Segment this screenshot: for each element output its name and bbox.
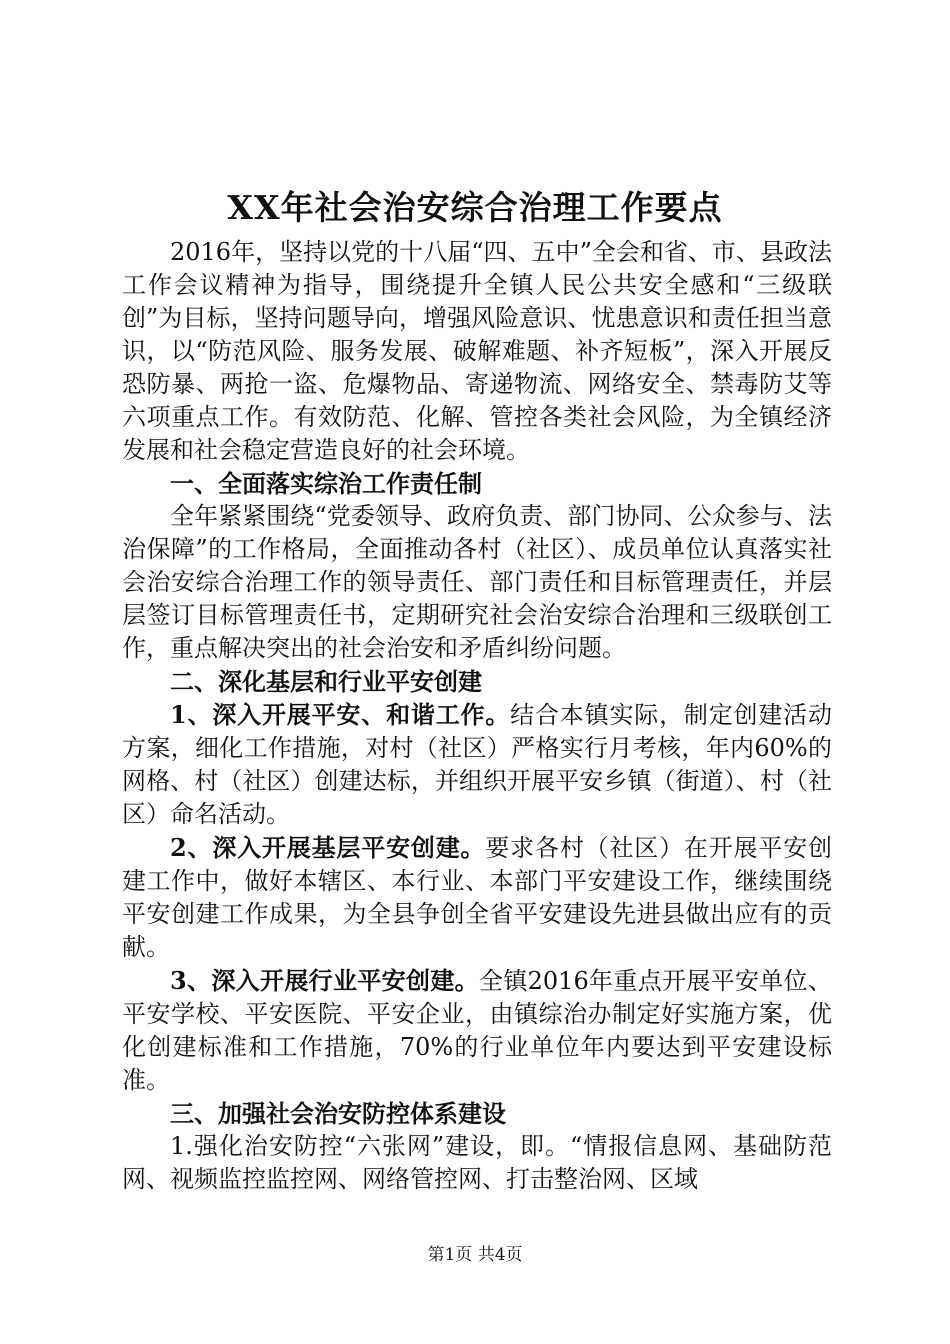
section-item-paragraph — [122, 698, 832, 831]
intro-paragraph: 2016年，坚持以党的十八届“四、五中”全会和省、市、县政法工作会议精神为指导，围绕提升全镇人民公共安全感和“三级联创”为目标，坚持问题导向，增强风险意识、忧患意识和责任担当意识，以“防范风险、服务发展、破解难题、补齐短板”，深入开展反恐防暴、两抢一盗、危爆物品、寄递物流、网络安全、禁毒防艾等六项重点工作。有效防范、化解、管控各类社会风险，为全镇经济发展和社会稳定营造良好的社会环境。 — [122, 238, 832, 464]
item-lead-text: 1、深入开展平安、和谐工作。 — [170, 700, 511, 729]
document-title: XX年社会治安综合治理工作要点 — [227, 188, 723, 227]
section-heading-1: 一、全面落实综治工作责任制 — [170, 469, 482, 498]
page-number-footer: 第1页 共4页 — [427, 1245, 523, 1265]
section-paragraph-3: 1.强化治安防控“六张网”建设，即。“情报信息网、基础防范网、视频监控监控网、网络管控网、打击整治网、区域 — [122, 1132, 832, 1193]
section-paragraph-1: 全年紧紧围绕“党委领导、政府负责、部门协同、公众参与、法治保障”的工作格局，全面推动各村（社区）、成员单位认真落实社会治安综合治理工作的领导责任、部门责任和目标管理责任，并层层签订目标管理责任书，定期研究社会治安综合治理和三级联创工作，重点解决突出的社会治安和矛盾纠纷问题。 — [122, 502, 832, 662]
section-heading-2: 二、深化基层和行业平安创建 — [170, 667, 482, 696]
section-item-paragraph — [122, 964, 832, 1097]
item-body-text: 全镇2016年重点开展平安单位、平安学校、平安医院、平安企业，由镇综治办制定好实施方案，优化创建标准和工作措施，70%的行业单位年内要达到平安建设标准。 — [122, 967, 833, 1094]
item-body-text: 结合本镇实际，制定创建活动方案，细化工作措施，对村（社区）严格实行月考核，年内60%的网格、村（社区）创建达标，并组织开展平安乡镇（街道）、村（社区）命名活动。 — [122, 701, 833, 828]
item-lead-text: 3、深入开展行业平安创建。 — [170, 966, 479, 995]
document-body — [122, 236, 832, 1196]
section-item-paragraph — [122, 831, 832, 964]
section-heading-3: 三、加强社会治安防控体系建设 — [170, 1099, 506, 1128]
item-body-text: 要求各村（社区）在开展平安创建工作中，做好本辖区、本行业、本部门平安建设工作，继续围绕平安创建工作成果，为全县争创全省平安建设先进县做出应有的贡献。 — [122, 834, 833, 961]
item-lead-text: 2、深入开展基层平安创建。 — [170, 833, 486, 862]
